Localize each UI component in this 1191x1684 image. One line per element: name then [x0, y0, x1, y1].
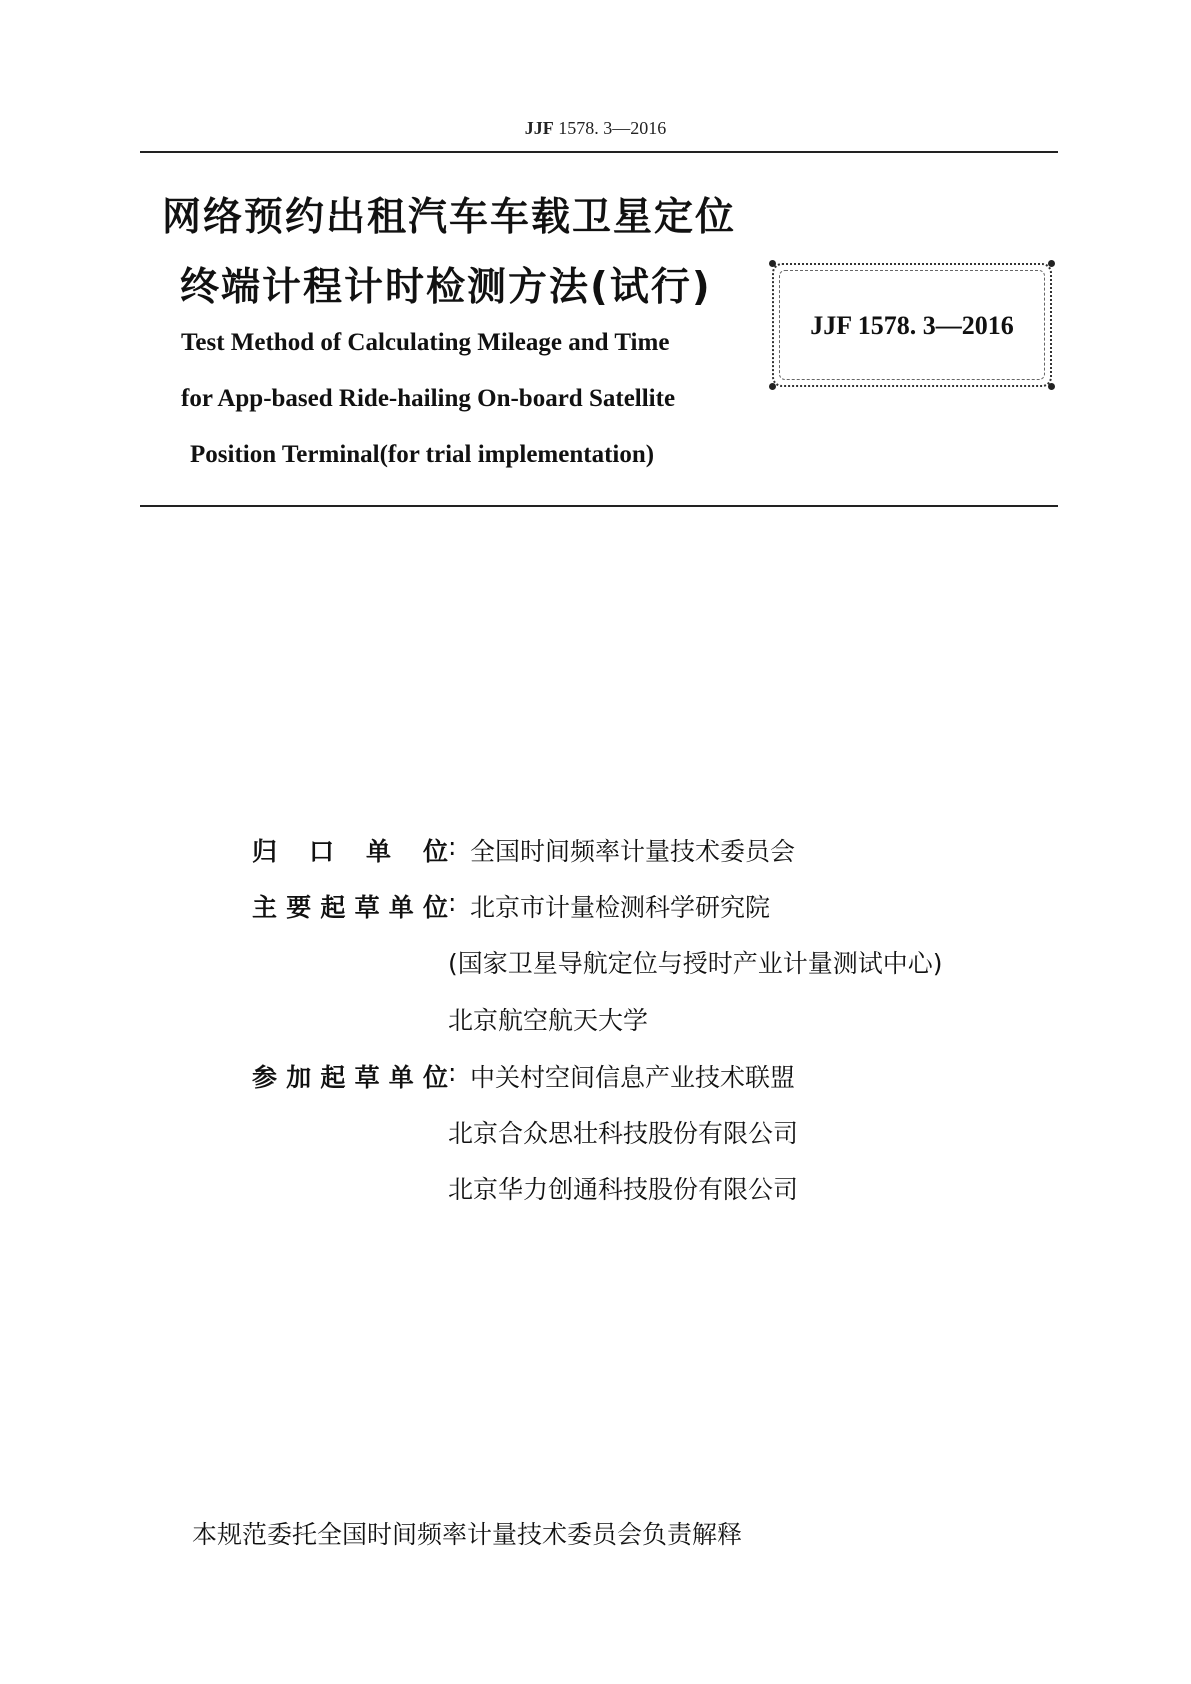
title-en-line3: Position Terminal(for trial implementation)	[190, 441, 655, 468]
colon: :	[448, 888, 457, 917]
corner-dot	[769, 260, 776, 267]
centralized-unit-label: 归口单位	[252, 837, 448, 866]
running-header-prefix: JJF	[524, 118, 554, 138]
standard-code: JJF 1578. 3—2016	[810, 311, 1014, 340]
main-drafting-unit: 北京航空航天大学	[448, 1006, 649, 1035]
main-drafting-label: 主要起草单位	[252, 893, 448, 922]
corner-dot	[769, 383, 776, 390]
participating-drafting-unit: 北京合众思壮科技股份有限公司	[448, 1119, 799, 1148]
colon: :	[448, 832, 457, 861]
corner-dot	[1048, 260, 1055, 267]
running-header-number: 1578. 3—2016	[553, 118, 667, 138]
corner-dot	[1048, 383, 1055, 390]
main-drafting-unit: 北京市计量检测科学研究院	[470, 893, 771, 922]
header-rule	[140, 151, 1058, 153]
participating-drafting-label: 参加起草单位	[252, 1063, 448, 1092]
participating-drafting-unit: 中关村空间信息产业技术联盟	[470, 1063, 796, 1092]
running-header	[0, 118, 1191, 139]
centralized-unit-value: 全国时间频率计量技术委员会	[470, 837, 796, 866]
participating-drafting-unit: 北京华力创通科技股份有限公司	[448, 1175, 799, 1204]
colon: :	[448, 1058, 457, 1087]
standard-code-box	[772, 263, 1052, 387]
title-bottom-rule	[140, 505, 1058, 507]
title-cn-line1: 网络预约出租汽车车载卫星定位	[162, 195, 737, 240]
title-cn-line2: 终端计程计时检测方法(试行)	[180, 265, 712, 310]
interpretation-note: 本规范委托全国时间频率计量技术委员会负责解释	[192, 1520, 743, 1549]
title-en-line1: Test Method of Calculating Mileage and Time	[181, 329, 670, 356]
main-drafting-unit: (国家卫星导航定位与授时产业计量测试中心)	[448, 949, 943, 978]
title-en-line2: for App-based Ride-hailing On-board Satellite	[181, 385, 676, 412]
